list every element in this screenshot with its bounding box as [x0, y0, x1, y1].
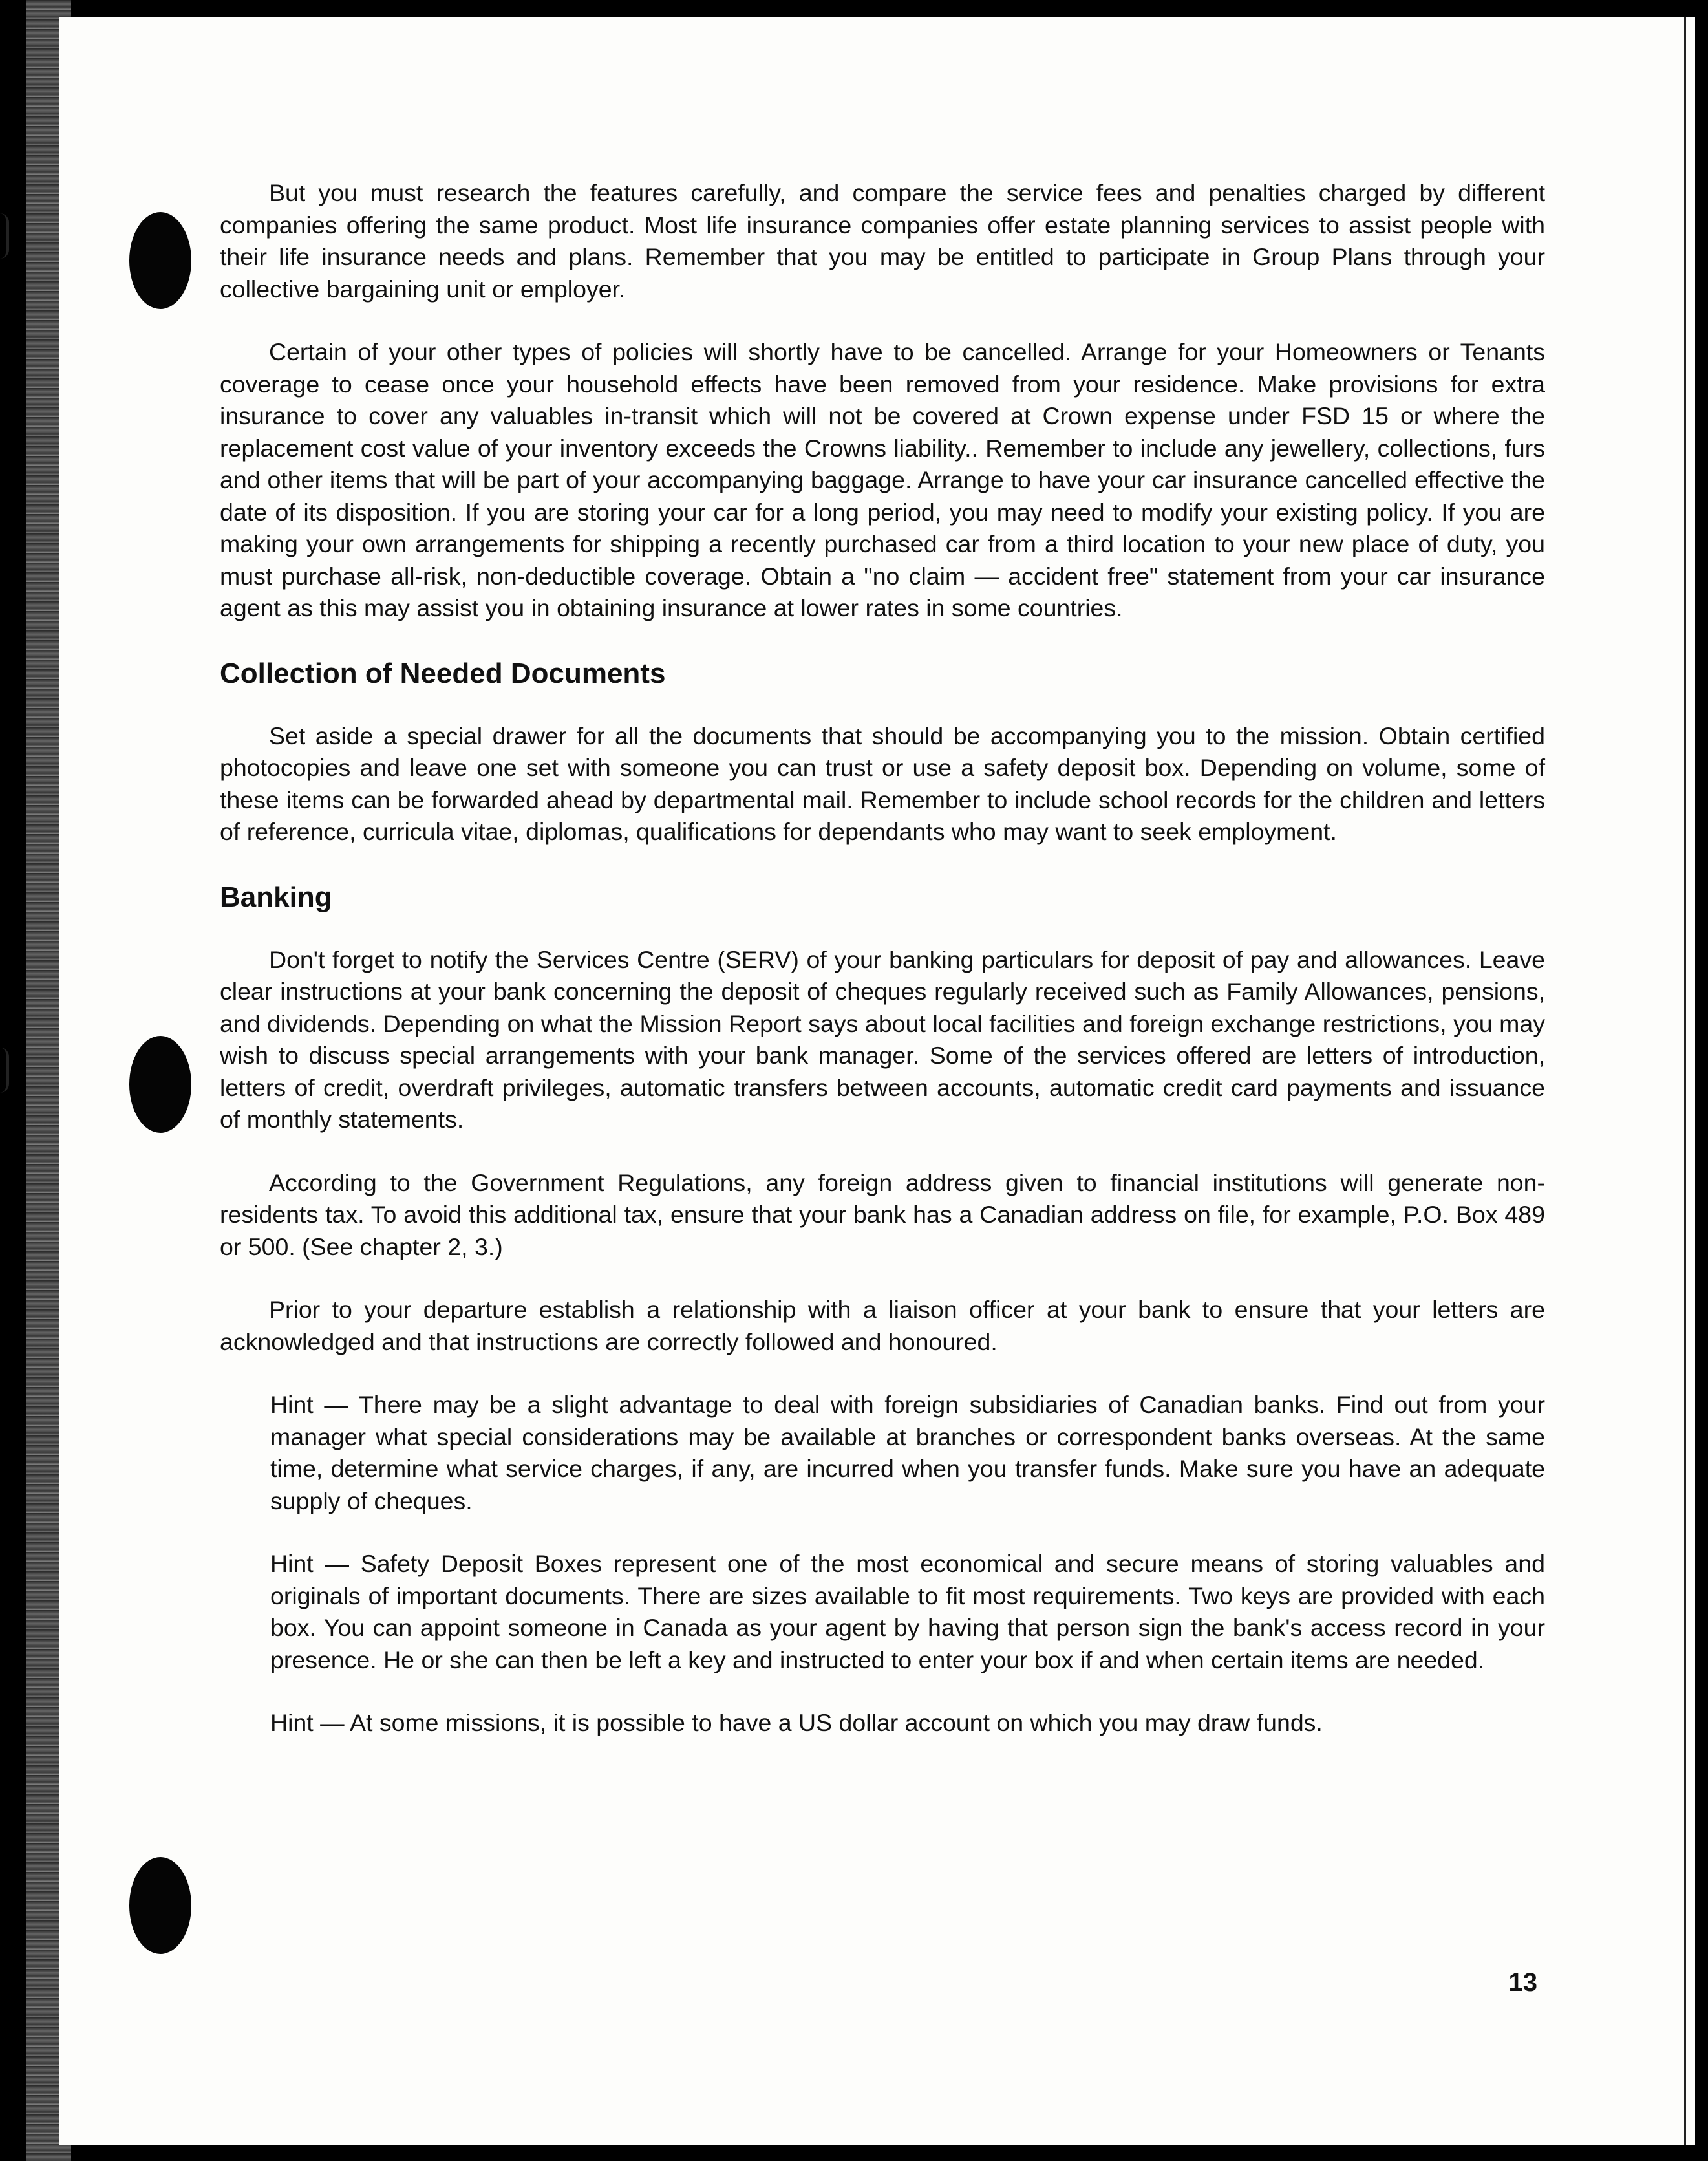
- hint-text: At some missions, it is possible to have a US dollar account on which you may draw funds.: [349, 1709, 1323, 1736]
- paragraph-banking-liaison: Prior to your departure establish a relationship with a liaison officer at your bank to ensure that your letters are acknowledged and that instructions are correctly followed and honoured.: [220, 1296, 1545, 1355]
- page-number: 13: [1508, 1968, 1537, 1997]
- paragraph-documents: Set aside a special drawer for all the documents that should be accompanying you to the mission. Obtain certified photocopies and leave one set with someone you can trust or use a safety deposit box. Depending on volume, some of these items can be forwarded ahead by departmental mail. Remember to include school records for the children and letters of reference, curricula vitae, diplomas, qualifications for dependants who may want to seek employment.: [220, 722, 1545, 845]
- left-edge-mark: [0, 1048, 9, 1093]
- hint-safety-deposit: [270, 1548, 1545, 1676]
- binder-hole: [129, 212, 191, 309]
- hint-text: There may be a slight advantage to deal with foreign subsidiaries of Canadian banks. Find out from your manager what special considerations may be available at branches or correspondent banks overseas. At the same time, determine what service charges, if any, are incurred when you transfer funds. Make sure you have an adequate supply of cheques.: [270, 1391, 1546, 1514]
- binder-hole: [129, 1036, 191, 1133]
- hint-label: Hint —: [270, 1709, 345, 1736]
- left-edge-mark: [0, 213, 9, 259]
- paragraph-insurance-research: But you must research the features carefully, and compare the service fees and penalties charged by different companies offering the same product. Most life insurance companies offer estate planning services to assist people with their life insurance needs and plans. Remember that you may be entitled to participate in Group Plans through your collective bargaining unit or employer.: [220, 179, 1545, 303]
- hint-text: Safety Deposit Boxes represent one of the most economical and secure means of storing valuables and originals of important documents. There are sizes available to fit most requirements. Two keys are provided with each box. You can appoint someone in Canada as your agent by having that person sign the bank's access record in your presence. He or she can then be left a key and instructed to enter your box if and when certain items are needed.: [270, 1550, 1545, 1673]
- heading-banking: Banking: [220, 881, 332, 913]
- binder-hole: [129, 1857, 191, 1954]
- heading-needed-documents: Collection of Needed Documents: [220, 657, 666, 689]
- hint-foreign-subsidiaries: [270, 1389, 1545, 1517]
- hint-label: Hint —: [270, 1550, 349, 1577]
- page-edge: [1684, 17, 1686, 2145]
- hint-us-dollar-account: [270, 1707, 1545, 1739]
- paragraph-banking-notify: Don't forget to notify the Services Centre (SERV) of your banking particulars for deposit of pay and allowances. Leave clear instructions at your bank concerning the deposit of cheques regularly received such as Family Allowances, pensions, and dividends. Depending on what the Mission Report says about local facilities and foreign exchange restrictions, you may wish to discuss special arrangements with your bank manager. Some of the services offered are letters of introduction, letters of credit, overdraft privileges, automatic transfers between accounts, automatic credit card payments and issuance of monthly statements.: [220, 945, 1545, 1133]
- page-content: [220, 158, 1545, 1739]
- hint-label: Hint —: [270, 1391, 348, 1418]
- document-page: [59, 17, 1695, 2145]
- paragraph-policy-cancellation: Certain of your other types of policies will shortly have to be cancelled. Arrange for your Homeowners or Tenants coverage to cease once your household effects have been removed from your residence. Make provisions for extra insurance to cover any valuables in-transit which will not be covered at Crown expense under FSD 15 or where the replacement cost value of your inventory exceeds the Crowns liability.. Remember to include any jewellery, collections, furs and other items that will be part of your accompanying baggage. Arrange to have your car insurance cancelled effective the date of its disposition. If you are storing your car for a long period, you may need to modify your existing policy. If you are making your own arrangements for shipping a recently purchased car from a third location to your new place of duty, you must purchase all-risk, non-deductible coverage. Obtain a "no claim — accident free" statement from your car insurance agent as this may assist you in obtaining insurance at lower rates in some countries.: [220, 338, 1545, 621]
- paragraph-banking-address: According to the Government Regulations, any foreign address given to financial institutions will generate non-residents tax. To avoid this additional tax, ensure that your bank has a Canadian address on file, for example, P.O. Box 489 or 500. (See chapter 2, 3.): [220, 1168, 1545, 1260]
